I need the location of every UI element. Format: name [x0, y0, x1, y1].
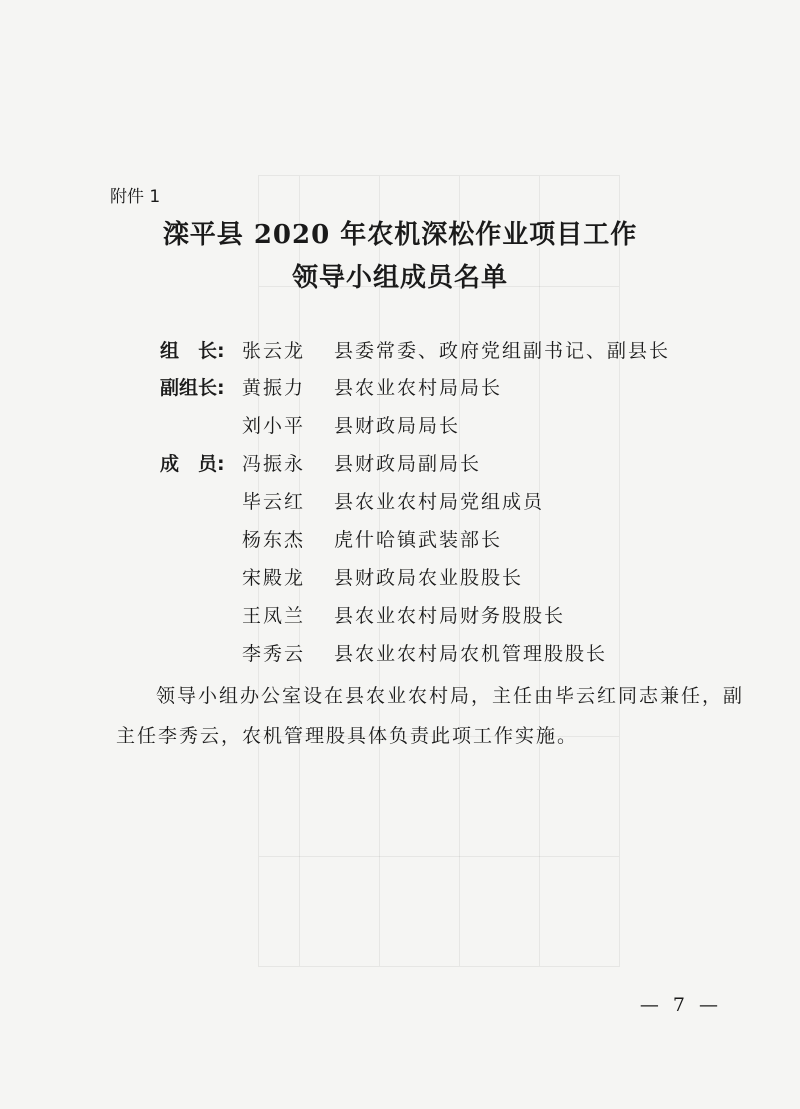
member-position: 县农业农村局局长: [334, 377, 503, 399]
member-position: 县委常委、政府党组副书记、副县长: [334, 340, 671, 362]
member-row: [160, 487, 544, 514]
member-role: 组 长:: [160, 340, 225, 362]
member-position: 县财政局农业股股长: [334, 567, 524, 589]
page-number: — 7 —: [639, 994, 722, 1016]
member-name: 张云龙: [242, 340, 306, 362]
member-role: 副组长:: [160, 377, 225, 399]
member-row: [160, 563, 523, 590]
member-name: 李秀云: [242, 643, 306, 665]
member-position: 县财政局副局长: [334, 453, 482, 475]
member-row: [160, 639, 607, 666]
member-name: 杨东杰: [242, 529, 306, 551]
member-row: [160, 601, 565, 628]
document-title-line-2: 领导小组成员名单: [291, 263, 508, 293]
member-position: 县农业农村局农机管理股股长: [334, 643, 608, 665]
member-position: 虎什哈镇武装部长: [334, 529, 503, 551]
member-name: 刘小平: [242, 415, 306, 437]
member-role: 成 员:: [160, 453, 225, 475]
member-name: 宋殿龙: [242, 567, 306, 589]
member-name: 冯振永: [242, 453, 306, 475]
attachment-label: 附件 1: [110, 187, 161, 207]
member-row: [160, 411, 460, 438]
member-row: [160, 373, 502, 400]
member-name: 毕云红: [242, 491, 306, 513]
office-paragraph: 领导小组办公室设在县农业农村局，主任由毕云红同志兼任，副主任李秀云，农机管理股具体负责此项工作实施。: [116, 685, 745, 747]
member-position: 县财政局局长: [334, 415, 461, 437]
member-row: [160, 525, 502, 552]
member-name: 黄振力: [242, 377, 306, 399]
member-row: [160, 449, 481, 476]
document-title-line-1: 滦平县 2020 年农机深松作业项目工作: [162, 220, 638, 250]
member-row: [160, 336, 670, 363]
member-name: 王凤兰: [242, 605, 306, 627]
member-position: 县农业农村局财务股股长: [334, 605, 566, 627]
member-position: 县农业农村局党组成员: [334, 491, 545, 513]
